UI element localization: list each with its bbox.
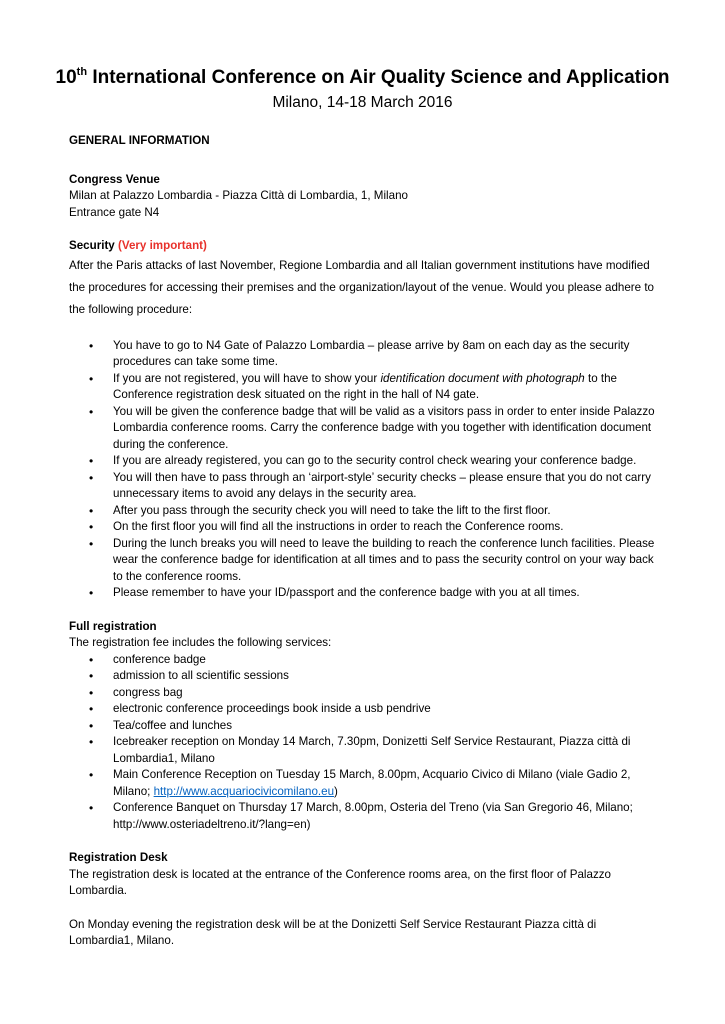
venue-entrance: Entrance gate N4 (69, 205, 160, 219)
list-item: • Please remember to have your ID/passport and the conference badge with you at all times. (69, 585, 661, 602)
document-body (69, 133, 661, 950)
registration-desk-monday: On Monday evening the registration desk will be at the Donizetti Self Service Restaurant Piazza città di Lombardia1, Milano. (69, 917, 597, 947)
list-item: • Conference Banquet on Thursday 17 March, 8.00pm, Osteria del Treno (via San Gregorio 46, Milano; http://www.osteriadeltreno.it/?lang=en) (69, 800, 661, 833)
venue-address: Milan at Palazzo Lombardia - Piazza Città di Lombardia, 1, Milano (69, 189, 408, 202)
list-item: • If you are already registered, you can go to the security control check wearing your conference badge. (69, 453, 661, 470)
registration-services-list (69, 652, 661, 834)
security-heading-line (69, 238, 661, 255)
list-item: • conference badge (69, 652, 661, 669)
acquario-link[interactable]: http://www.acquariocivicomilano.eu (153, 784, 335, 798)
registration-heading: Full registration (69, 619, 157, 633)
security-intro: After the Paris attacks of last November, Regione Lombardia and all Italian government institutions have modified the procedures for accessing their premises and the organization/layout of the venue. Would you please adhere to the following procedure: (69, 258, 654, 316)
security-heading: Security (69, 239, 115, 252)
list-item: • congress bag (69, 685, 661, 702)
emphasis-text: identification document with photograph (380, 371, 585, 385)
general-information-heading: GENERAL INFORMATION (69, 134, 210, 147)
venue-heading: Congress Venue (69, 172, 160, 186)
list-item: • admission to all scientific sessions (69, 668, 661, 685)
document-subtitle: Milano, 14-18 March 2016 (272, 94, 453, 111)
title-superscript: th (76, 66, 88, 78)
registration-intro: The registration fee includes the following services: (69, 636, 332, 649)
list-item: • Tea/coffee and lunches (69, 718, 661, 735)
list-item: • On the first floor you will find all the instructions in order to reach the Conference rooms. (69, 519, 661, 536)
document-title (0, 66, 725, 90)
list-item: • You have to go to N4 Gate of Palazzo Lombardia – please arrive by 8am on each day as the security procedures can take some time. (69, 338, 661, 371)
registration-desk-location: The registration desk is located at the entrance of the Conference rooms area, on the first floor of Palazzo Lombardia. (69, 867, 611, 897)
registration-desk-heading: Registration Desk (69, 851, 168, 864)
list-item: • After you pass through the security check you will need to take the lift to the first floor. (69, 503, 661, 520)
list-item: • You will then have to pass through an ‘airport-style’ security checks – please ensure that you do not carry unnecessary items to avoid any delays in the security area. (69, 470, 661, 503)
title-text: International Conference on Air Quality Science and Application (87, 67, 670, 88)
security-procedure-list (69, 338, 661, 602)
list-item: • You will be given the conference badge that will be valid as a visitors pass in order to enter inside Palazzo Lombardia conference rooms. Carry the conference badge with you together with identification document during the conference. (69, 404, 661, 454)
list-item: • electronic conference proceedings book inside a usb pendrive (69, 701, 661, 718)
list-item: • If you are not registered, you will have to show your identification document with photograph to the Conference registration desk situated on the right in the hall of N4 gate. (69, 371, 661, 404)
list-item: • During the lunch breaks you will need to leave the building to reach the conference lunch facilities. Please wear the conference badge for identification at all times and to pass the security control on your way back to the conference rooms. (69, 536, 661, 586)
title-ordinal: 10 (55, 67, 77, 88)
list-item: • Main Conference Reception on Tuesday 15 March, 8.00pm, Acquario Civico di Milano (viale Gadio 2, Milano; http://www.acquariocivicomilano.eu) (69, 767, 661, 800)
list-item: • Icebreaker reception on Monday 14 March, 7.30pm, Donizetti Self Service Restaurant, Piazza città di Lombardia1, Milano (69, 734, 661, 767)
security-importance-flag: (Very important) (118, 239, 207, 252)
